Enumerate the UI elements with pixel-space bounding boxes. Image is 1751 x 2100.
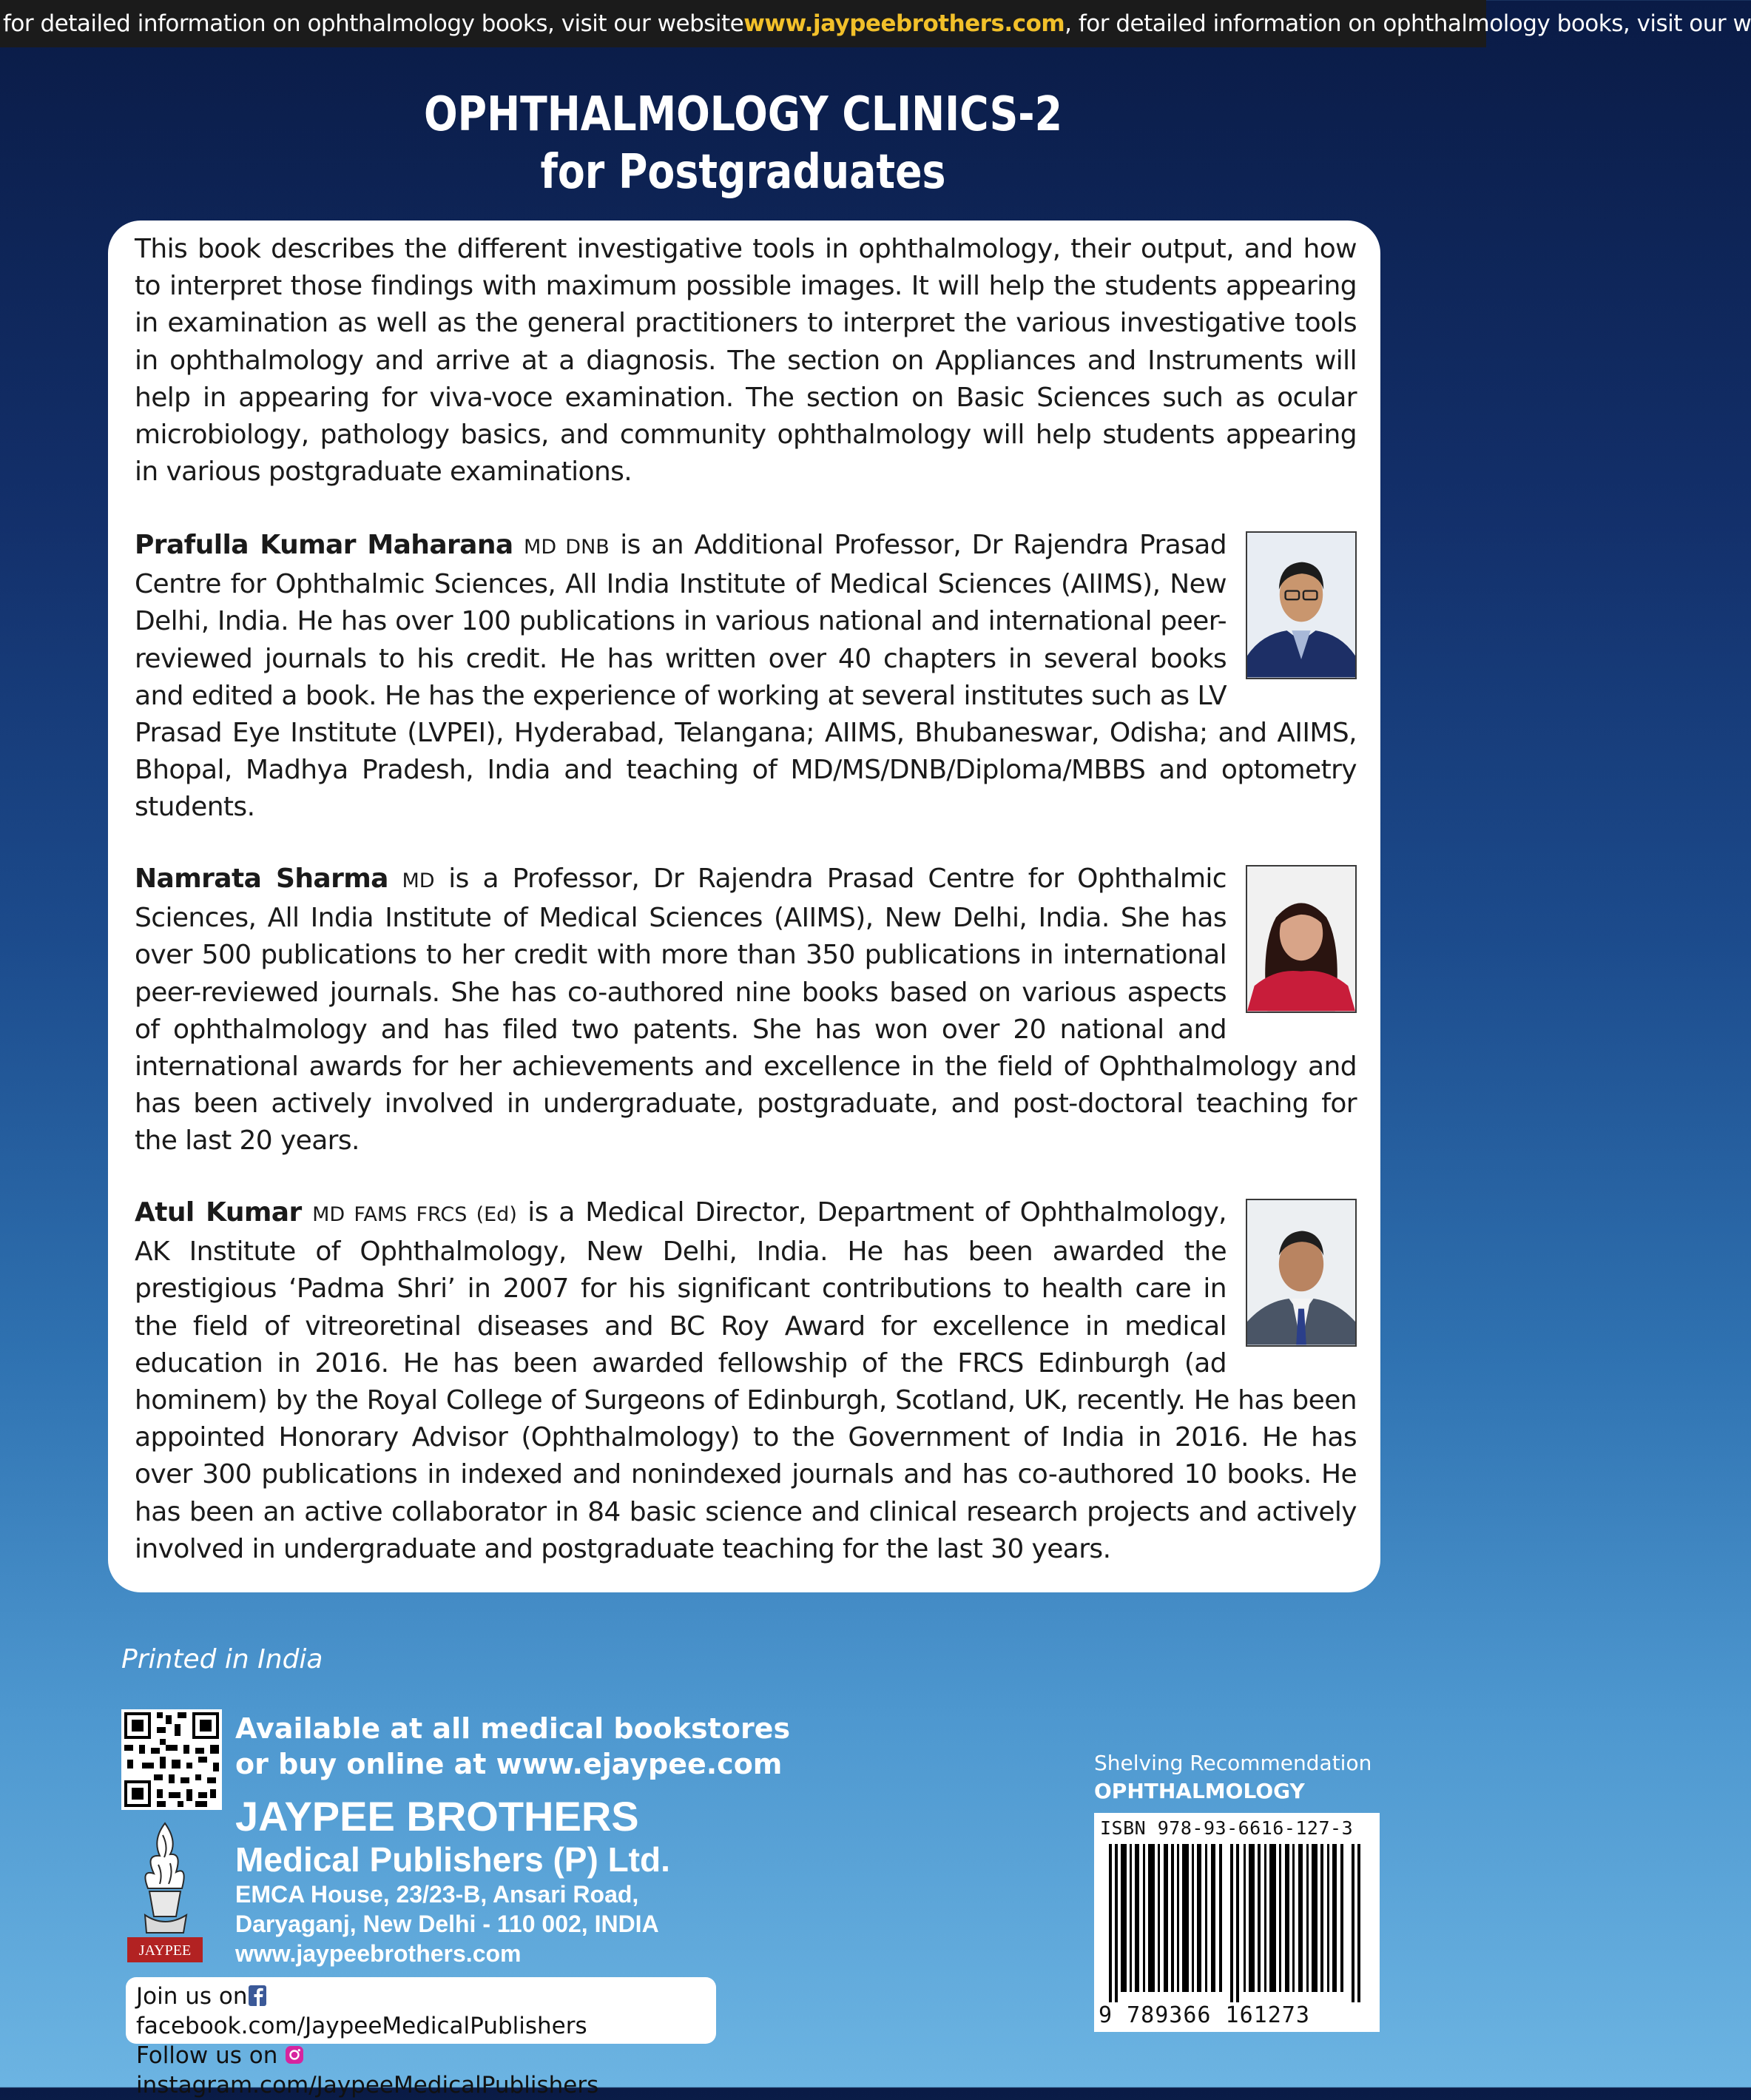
author-credentials-3: MD FAMS FRCS (Ed) (312, 1203, 517, 1226)
author-credentials-1: MD DNB (524, 536, 610, 559)
facebook-icon (248, 1985, 267, 2007)
author-credentials-2: MD (402, 869, 435, 892)
author-bio-3 (135, 1194, 1357, 1568)
author-name-1: Prafulla Kumar Maharana (135, 530, 513, 560)
author-name-2: Namrata Sharma (135, 864, 388, 894)
publisher-block (235, 1794, 670, 1968)
publisher-subname: Medical Publishers (P) Ltd. (235, 1840, 670, 1879)
book-description: This book describes the different investigative tools in ophthalmology, their output, and how to interpret those findings with maximum possible images. It will help the students appearing in examination as well as the general practitioners to interpret the various investigative tools in ophthalmology and arrive at a diagnosis. The section on Appliances and Instruments will help in appearing for viva-voce examination. The section on Basic Sciences such as ocular microbiology, pathology basics, and community ophthalmology will help students appearing in various postgraduate examinations. (135, 234, 1357, 488)
isbn-barcode (1094, 1813, 1380, 2032)
shelving-recommendation (1094, 1749, 1372, 1805)
author-bio-text-3: is a Medical Director, Department of Ophthalmology, AK Institute of Ophthalmology, New Delhi, India. He has been awarded the prestigious ‘Padma Shri’ in 2007 for his significant contributions to health care in the field of vitreoretinal diseases and BC Roy Award for excellence in medical education in 2016. He has been awarded fellowship of the FRCS Edinburgh (ad hominem) by the Royal College of Surgeons of Edinburgh, Scotland, UK, recently. He has been appointed Honorary Advisor (Ophthalmology) to the Government of India in 2016. He has over 300 publications in indexed and nonindexed journals and has co-authored 10 books. He has been an active collaborator in 84 basic science and clinical research projects and actively involved in undergraduate and postgraduate teaching for the last 30 years. (135, 1197, 1357, 1564)
author-name-3: Atul Kumar (135, 1197, 302, 1228)
book-title-block (119, 86, 1368, 201)
qr-code-icon[interactable] (121, 1709, 222, 1810)
facebook-prefix: Join us on (136, 1983, 248, 2010)
author-bio-text-1: is an Additional Professor, Dr Rajendra Prasad Centre for Ophthalmic Sciences, All India Institute of Medical Sciences (AIIMS), New Delhi, India. He has over 100 publications in various national and international peer-reviewed journals to his credit. He has written over 40 chapters in several books and edited a book. He has the experience of working at several institutes such as LV Prasad Eye Institute (LVPEI), Hyderabad, Telangana; AIIMS, Bhubaneswar, Odisha; and AIIMS, Bhopal, Madhya Pradesh, India and teaching of MD/MS/DNB/Diploma/MBBS and optometry students. (135, 530, 1357, 823)
banner-text-repeat: , for detailed information on ophthalmology books, visit our w (1065, 10, 1751, 37)
author-photo-3 (1246, 1199, 1357, 1347)
logo-text: JAYPEE (138, 1942, 192, 1959)
printed-in-india: Printed in India (121, 1644, 323, 1675)
instagram-prefix: Follow us on (136, 2042, 278, 2069)
facebook-line[interactable] (136, 1982, 716, 2041)
book-title: OPHTHALMOLOGY CLINICS-2 (423, 87, 1063, 142)
author-bio-1 (135, 527, 1357, 827)
author-bio-text-2: is a Professor, Dr Rajendra Prasad Centre for Ophthalmic Sciences, All India Institute of Medical Sciences (AIIMS), New Delhi, India. She has over 500 publications to her credit with more than 350 publications in international peer-reviewed journals. She has co-authored nine books based on various aspects of ophthalmology and has filed two patents. She has won over 20 national and international awards for her achievements and excellence in the field of Ophthalmology and has been actively involved in undergraduate, postgraduate, and post-doctoral teaching for the last 20 years. (135, 864, 1357, 1157)
isbn-text: ISBN 978-93-6616-127-3 (1100, 1817, 1354, 1839)
barcode-icon (1100, 1844, 1374, 2002)
availability-line-2[interactable]: or buy online at www.ejaypee.com (235, 1748, 783, 1780)
author-bio-2 (135, 861, 1357, 1160)
top-banner (0, 0, 1751, 47)
jaypee-torch-logo-icon (124, 1820, 206, 1965)
instagram-icon (285, 2044, 304, 2066)
author-photo-1 (1246, 531, 1357, 679)
barcode-digits: 9 789366 161273 (1099, 2002, 1310, 2028)
facebook-link[interactable]: facebook.com/JaypeeMedicalPublishers (136, 2013, 587, 2039)
shelving-label: Shelving Recommendation (1094, 1751, 1372, 1775)
publisher-address-1: EMCA House, 23/23-B, Ansari Road, (235, 1881, 639, 1908)
instagram-line[interactable] (136, 2041, 716, 2100)
social-links-box (126, 1977, 716, 2099)
publisher-address-2: Daryaganj, New Delhi - 110 002, INDIA (235, 1911, 659, 1937)
shelving-category: OPHTHALMOLOGY (1094, 1779, 1305, 1803)
availability-note (235, 1711, 790, 1782)
publisher-name: JAYPEE BROTHERS (235, 1793, 639, 1840)
banner-website-link[interactable]: www.jaypeebrothers.com (743, 10, 1065, 37)
availability-line-1: Available at all medical bookstores (235, 1712, 791, 1745)
author-photo-2 (1246, 865, 1357, 1013)
book-subtitle: for Postgraduates (540, 145, 946, 200)
banner-text: for detailed information on ophthalmology books, visit our website (3, 10, 744, 37)
instagram-link[interactable]: instagram.com/JaypeeMedicalPublishers (136, 2072, 599, 2099)
publisher-website[interactable]: www.jaypeebrothers.com (235, 1940, 522, 1967)
